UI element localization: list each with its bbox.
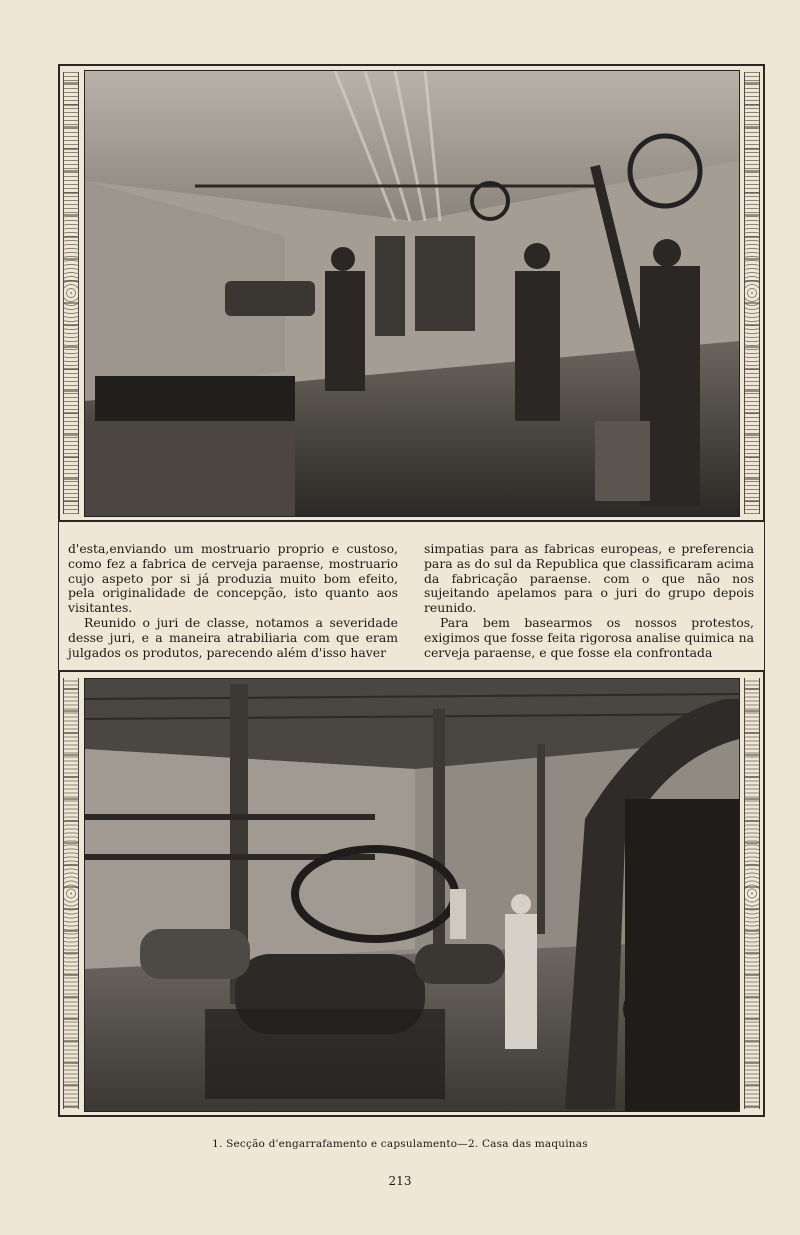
right-paragraph-1: simpatias para as fabricas europeas, e preferencia para as do sul da Republica que classificaram acima da fabricação paraense. com o que não nos sujeitando apelamos para o juri do grupo depois reunido. <box>424 541 754 616</box>
engine-room-photo <box>84 678 740 1112</box>
page-number: 213 <box>388 1174 412 1188</box>
article-text-box <box>58 521 765 671</box>
left-paragraph-1: d'esta,enviando um mostruario proprio e custoso, como fez a fabrica de cerveja paraense, mostruario cujo aspeto por si já produzia muito bom efeito, pela originalidade de concepção, isto quanto aos visitantes. <box>68 541 398 616</box>
figure-caption: 1. Secção d'engarrafamento e capsulamento—2. Casa das maquinas <box>212 1138 588 1150</box>
article-right-column <box>424 542 754 660</box>
bottling-room-photo <box>84 70 740 517</box>
right-paragraph-2: Para bem basearmos os nossos protestos, exigimos que fosse feita rigorosa analise quimica na cerveja paraense, e que fosse ela confrontada <box>424 614 754 660</box>
engine-room-illustration <box>85 679 739 1111</box>
article-left-column <box>68 542 398 660</box>
bottling-room-illustration <box>85 71 739 516</box>
left-paragraph-2: Reunido o juri de classe, notamos a severidade desse juri, e a maneira atrabiliaria com que eram julgados os produtos, parecendo além d'isso haver <box>68 614 398 660</box>
ornamental-border-right <box>744 72 760 514</box>
ornamental-border-left <box>63 72 79 514</box>
ornamental-border-right <box>744 678 760 1109</box>
ornamental-border-left <box>63 678 79 1109</box>
